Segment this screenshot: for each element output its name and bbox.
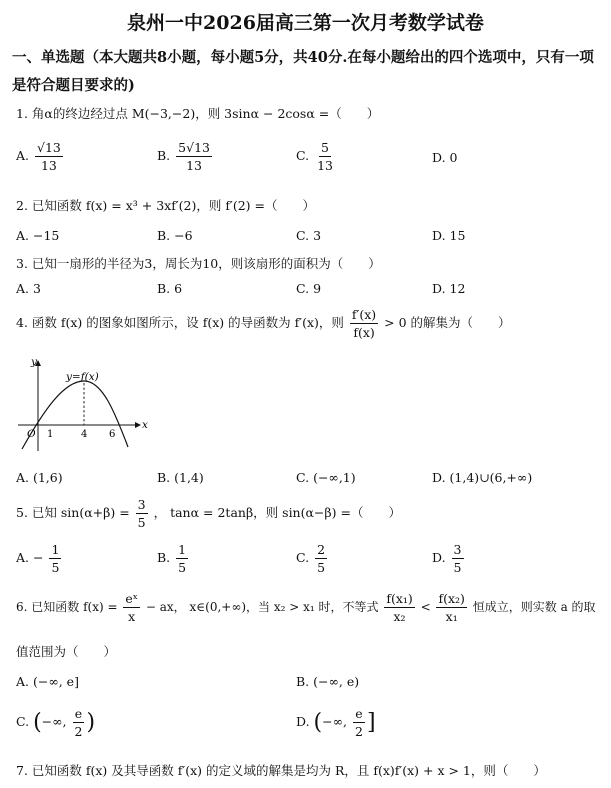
option-label: C. — [296, 550, 310, 565]
frac-numerator: f(x₁) — [386, 591, 413, 606]
frac-denominator: 13 — [317, 158, 333, 173]
interval-start: −∞, — [41, 714, 67, 729]
q3-option-a: A. 3 — [16, 281, 41, 296]
question-7-stem: 7. 已知函数 f(x) 及其导函数 f′(x) 的定义域的解集是均为 R，且 f(x)f′(x) + x > 1，则（ ） — [16, 763, 546, 778]
question-3-stem: 3. 已知一扇形的半径为3，周长为10，则该扇形的面积为（ ） — [16, 256, 381, 271]
frac-numerator: f(x₂) — [438, 591, 465, 606]
q1-option-d — [432, 150, 458, 165]
q2-option-a: A. −15 — [16, 228, 60, 243]
frac-denominator: 5 — [453, 560, 462, 575]
q3-option-b: B. 6 — [157, 281, 183, 296]
function-graph — [14, 355, 150, 453]
frac-numerator: 2 — [317, 542, 326, 557]
q1-option-b — [157, 140, 214, 173]
frac-numerator: eˣ — [125, 591, 139, 606]
frac-numerator: 5√13 — [178, 140, 210, 155]
y-axis-label: y — [31, 356, 37, 368]
question-1-stem: 1. 角α的终边经过点 M(−3,−2)，则 3sinα − 2cosα =（ ） — [16, 106, 380, 121]
q4-option-c: C. (−∞,1) — [296, 470, 356, 485]
q5-option-a — [16, 542, 63, 575]
frac-denominator: 5 — [317, 560, 326, 575]
q4-option-d: D. (1,4)∪(6,+∞) — [432, 470, 533, 485]
q6-text-mid: − ax， x∈(0,+∞)，当 x₂ > x₁ 时，不等式 — [145, 600, 379, 614]
frac-numerator: √13 — [37, 140, 61, 155]
question-6-stem-line2: 值范围为（ ） — [16, 644, 117, 659]
frac-numerator: 1 — [178, 542, 187, 557]
q6-option-d: D. (−∞, $\frac{e}{2}$ ] — [296, 706, 376, 739]
q4-option-a: A. (1,6) — [16, 470, 63, 485]
frac-denominator: 13 — [40, 158, 57, 173]
x-axis-label: x — [142, 419, 148, 431]
frac-denominator: f(x) — [353, 325, 375, 340]
question-6-stem — [16, 591, 596, 624]
q2-option-c: C. 3 — [296, 228, 322, 243]
frac-numerator: 1 — [51, 542, 60, 557]
q2-option-d: D. 15 — [432, 228, 466, 243]
option-value: 0 — [449, 150, 458, 165]
q5-option-c — [296, 542, 329, 575]
q6-option-c: C. (−∞, $\frac{e}{2}$ ) — [16, 706, 96, 739]
frac-denominator: 2 — [74, 724, 83, 739]
frac-numerator: e — [74, 706, 83, 721]
frac-numerator: 5 — [321, 140, 329, 155]
section-heading-line2: 是符合题目要求的) — [12, 77, 135, 94]
frac-denominator: 5 — [137, 515, 146, 530]
interval-start: −∞, — [322, 714, 348, 729]
question-5-stem — [16, 497, 401, 530]
tick-label-4: 4 — [81, 429, 88, 440]
q4-text-pre: 4. 函数 f(x) 的图象如图所示，设 f(x) 的导函数为 f′(x)，则 — [16, 315, 344, 330]
exam-title: 泉州一中2026届高三第一次月考数学试卷 — [127, 12, 484, 34]
q1-option-a — [16, 140, 65, 173]
frac-denominator: x₂ — [393, 609, 406, 624]
option-label: C. — [16, 714, 30, 729]
tick-label-1: 1 — [47, 429, 54, 440]
curve-label: y=f(x) — [66, 371, 99, 383]
option-label: A. − — [16, 550, 44, 565]
option-label: B. — [157, 148, 171, 163]
frac-numerator: e — [355, 706, 363, 721]
option-label: A. — [16, 148, 30, 163]
frac-denominator: x — [128, 609, 136, 624]
frac-denominator: 5 — [51, 560, 60, 575]
origin-label: O — [27, 428, 36, 440]
q1-option-c — [296, 140, 337, 173]
frac-denominator: 2 — [355, 724, 363, 739]
frac-numerator: f′(x) — [351, 307, 377, 322]
q6-option-b: B. (−∞, e) — [296, 674, 360, 689]
option-label: B. — [157, 550, 171, 565]
frac-denominator: 13 — [186, 158, 203, 173]
question-2-stem: 2. 已知函数 f(x) = x³ + 3xf′(2)，则 f′(2) =（ ） — [16, 198, 315, 213]
q4-option-b: B. (1,4) — [157, 470, 204, 485]
frac-denominator: x₁ — [445, 609, 458, 624]
q6-text-pre: 6. 已知函数 f(x) = — [16, 600, 118, 614]
option-label: D. — [432, 150, 446, 165]
q5-text-pre: 5. 已知 sin(α+β) = — [16, 505, 130, 520]
frac-denominator: 5 — [178, 560, 187, 575]
option-label: D. — [432, 550, 446, 565]
frac-numerator: 3 — [453, 542, 462, 557]
less-than-sign: < — [420, 600, 431, 614]
frac-numerator: 3 — [137, 497, 146, 512]
q5-option-b — [157, 542, 190, 575]
q3-option-d: D. 12 — [432, 281, 466, 296]
question-4-stem — [16, 307, 511, 340]
q2-option-b: B. −6 — [157, 228, 193, 243]
option-label: D. — [296, 714, 310, 729]
q6-option-a: A. (−∞, e] — [16, 674, 79, 689]
q3-option-c: C. 9 — [296, 281, 322, 296]
tick-label-6: 6 — [109, 429, 116, 440]
q4-text-post: > 0 的解集为（ ） — [384, 315, 511, 330]
q5-option-d — [432, 542, 466, 575]
option-label: C. — [296, 148, 310, 163]
q5-text-post: ， tanα = 2tanβ，则 sin(α−β) =（ ） — [153, 505, 401, 520]
section-heading-line1: 一、单选题（本大题共8小题，每小题5分，共40分.在每小题给出的四个选项中，只有一项 — [12, 49, 594, 66]
q6-text-post: 恒成立，则实数 a 的取 — [472, 600, 596, 614]
